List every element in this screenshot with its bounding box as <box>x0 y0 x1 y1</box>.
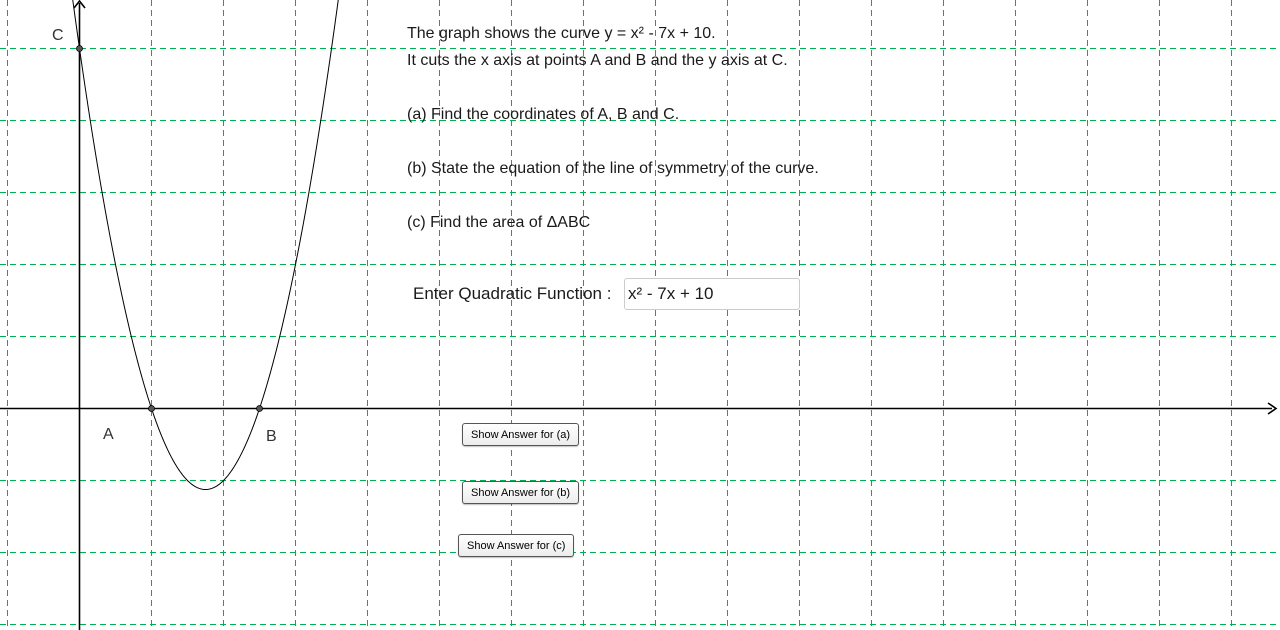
function-input[interactable] <box>624 278 800 310</box>
question-part-b: (b) State the equation of the line of symmetry of the curve. <box>407 160 819 177</box>
show-answer-a-button[interactable]: Show Answer for (a) <box>462 423 579 446</box>
point-a[interactable] <box>149 406 155 412</box>
point-b[interactable] <box>257 406 263 412</box>
show-answer-c-button[interactable]: Show Answer for (c) <box>458 534 574 557</box>
question-line-1: The graph shows the curve y = x² - 7x + 10. <box>407 25 716 42</box>
point-c[interactable] <box>77 46 83 52</box>
quadratic-curve[interactable] <box>70 0 341 490</box>
show-answer-b-button[interactable]: Show Answer for (b) <box>462 481 579 504</box>
question-line-2: It cuts the x axis at points A and B and the y axis at C. <box>407 52 788 69</box>
curve-points <box>77 46 263 412</box>
question-part-a: (a) Find the coordinates of A, B and C. <box>407 106 680 123</box>
axes <box>0 1 1276 630</box>
function-input-label: Enter Quadratic Function : <box>413 284 612 303</box>
point-label-b: B <box>266 428 277 445</box>
question-part-c: (c) Find the area of ΔABC <box>407 214 591 231</box>
point-label-c: C <box>52 27 64 44</box>
point-label-a: A <box>103 426 114 443</box>
